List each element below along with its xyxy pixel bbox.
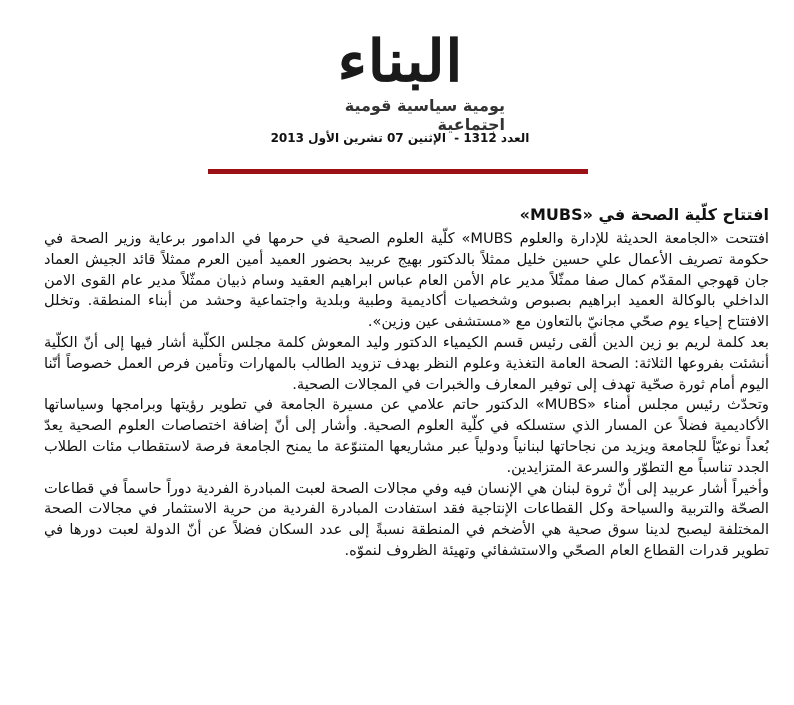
article-paragraph: افتتحت «الجامعة الحديثة للإدارة والعلوم MUBS» كلّية العلوم الصحية في حرمها في الدامور برعاية وزير الصحة في حكومة تصريف الأعمال علي حسين خليل ممثلاً بالدكتور بهيج عربيد بحضور العميد أمين العرم ممثلاً قائد الجيش العماد جان قهوجي المقدّم كمال صفا ممثّلاً مدير عام الأمن العام عباس ابراهيم العقيد وسام ذبيان ممثّلاً مدير عام القوى الامن الداخلي بالوكالة العميد ابراهيم بصبوص وشخصيات أكاديمية وطبية وبلدية واجتماعية وحشد من أبناء المنطقة. وتخلل الافتتاح إحياء يوم صحّي مجانيّ بالتعاون مع «مستشفى عين وزين».	[44, 230, 769, 331]
article	[44, 204, 769, 562]
masthead	[285, 14, 515, 134]
issue-date: الإثنين 07 تشرين الأول 2013	[270, 131, 446, 145]
article-paragraph: وتحدّث رئيس مجلس أمناء «MUBS» الدكتور حاتم علامي عن مسيرة الجامعة في تطوير رؤيتها وبرامجها وسياساتها الأكاديمية فضلاً عن المسار الذي ستسلكه في كلّية العلوم الصحية. وأشار إلى أنّ إضافة اختصاصات العلوم الصحية يعدّ بُعداً نوعيّاً للجامعة ويزيد من نجاحاتها لبنانياً ودولياً عبر مشاريعها المتنوّعة ما يمنح الجامعة فرصة لاستقطاب مئات الطلاب الجدد تناسباً مع التطوّر والسرعة المتزايدين.	[44, 396, 769, 476]
dateline	[200, 131, 600, 145]
masthead-tagline: يومية سياسية قومية اجتماعية	[344, 96, 505, 134]
article-paragraph: بعد كلمة لريم بو زين الدين ألقى رئيس قسم الكيمياء الدكتور وليد المعوش كلمة مجلس الكلّية أشار فيها إلى أنّ الكلّية أنشئت بفروعها الثلاثة: الصحة العامة التغذية وعلوم النظر بهدف تزويد الطالب بالمهارات وتأمين فرص العمل خصوصاً أنّنا اليوم أمام ثورة صحّية تهدف إلى توفير المعارف والخبرات في المجالات الصحية.	[44, 333, 769, 393]
issue-number: العدد 1312 -	[454, 131, 530, 145]
article-headline: افتتاح كلّية الصحة في «MUBS»	[519, 205, 769, 224]
header-divider	[208, 169, 588, 174]
logo-text: البناء	[337, 27, 463, 96]
newspaper-logo	[285, 14, 515, 94]
article-paragraph: وأخيراً أشار عربيد إلى أنّ ثروة لبنان هي الإنسان فيه وفي مجالات الصحة لعبت المبادرة الفردية دوراً حاسماً في قطاعات الصحّة والتربية والسياحة وكل القطاعات الإنتاجية فقد استفادت المبادرة الفردية من حرية الاستثمار في مجالات الصحة المختلفة ليصبح لدينا سوق صحية هي الأضخم في المنطقة نسبةً إلى عدد السكان فضلاً عن أنّ الدولة لعبت دورها في تطوير قدرات القطاع العام الصحّي والاستشفائي وتهيئة الظروف لنموّه.	[44, 479, 769, 559]
